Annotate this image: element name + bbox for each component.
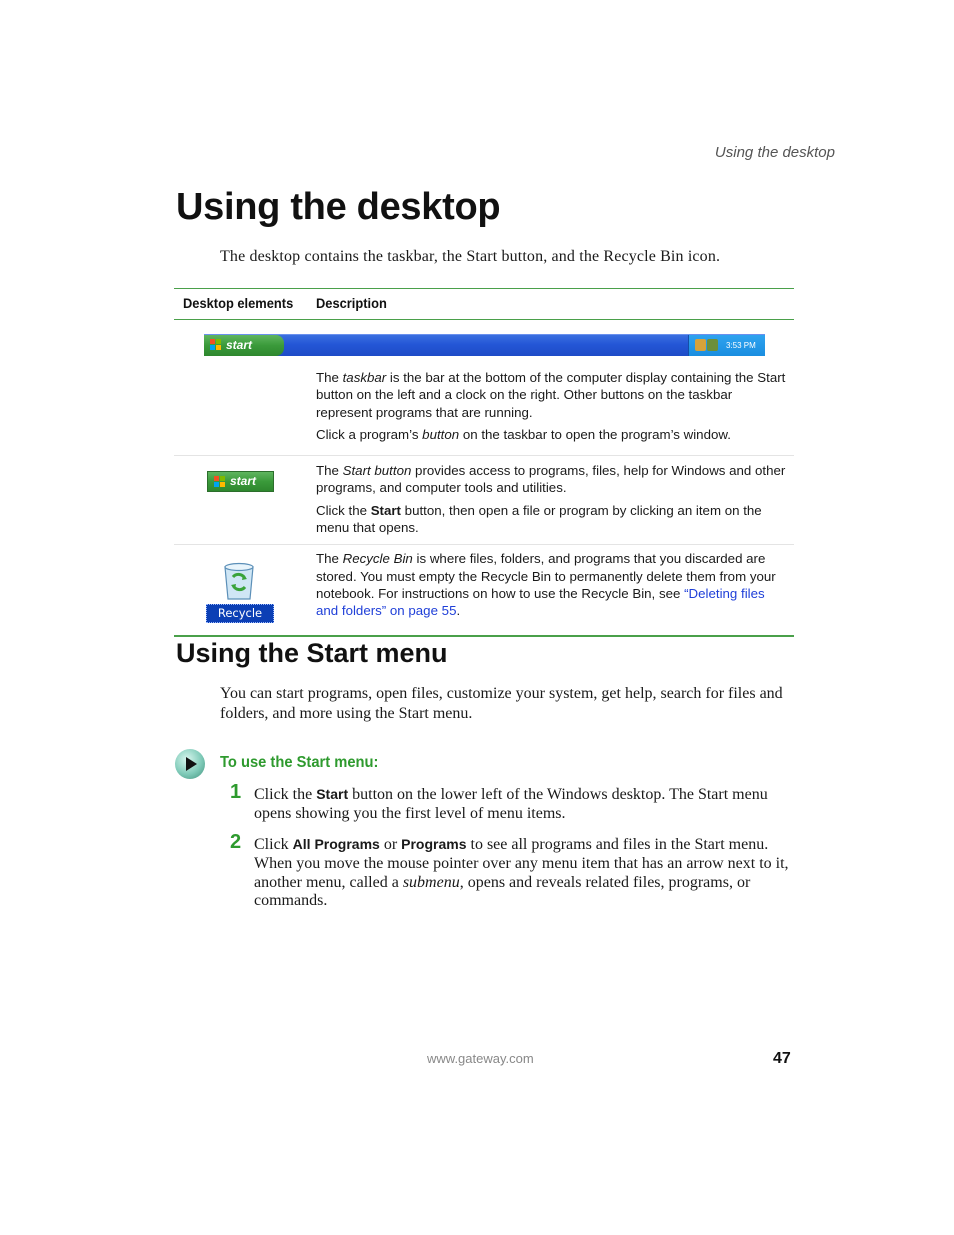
recycle-bin-label: Recycle Bin — [206, 604, 274, 623]
step-text: Click the Start button on the lower left of the Windows desktop. The Start menu opens showing you the first level of menu items. — [254, 786, 768, 822]
step-number: 1 — [230, 781, 242, 803]
start-button-image — [207, 471, 274, 492]
start-button-label: start — [230, 474, 257, 489]
step-text: Click All Programs or Programs to see all programs and files in the Start menu. When you move the mouse pointer over any menu item that has an arrow next to it, another menu, called a submenu, opens and reveals related files, programs, or commands. — [254, 836, 789, 910]
column-header-elements: Desktop elements — [183, 295, 294, 311]
recycle-bin-icon — [221, 561, 257, 601]
taskbar-image-row — [174, 320, 794, 366]
tray-network-icon — [707, 339, 718, 351]
step-number: 2 — [230, 831, 242, 853]
intro-paragraph: The desktop contains the taskbar, the Start button, and the Recycle Bin icon. — [220, 248, 721, 265]
table-row-recycle-bin — [174, 545, 794, 636]
procedure-title: To use the Start menu: — [220, 754, 379, 771]
procedure-arrow-icon — [175, 749, 205, 779]
footer-url: www.gateway.com — [427, 1051, 534, 1066]
running-header: Using the desktop — [714, 144, 835, 161]
start-button-description: The Start button provides access to programs, files, help for Windows and other programs, and computer tools and utilities. Click the Start button, then open a file or program by clicking an item on the menu that opens. — [316, 463, 786, 536]
windows-flag-icon — [210, 339, 222, 351]
section-title: Using the Start menu — [176, 638, 448, 668]
deleting-files-link[interactable]: “Deleting files and folders” on page 55 — [316, 585, 765, 619]
page-number: 47 — [773, 1050, 791, 1067]
section-paragraph: You can start programs, open files, customize your system, get help, search for files and folders, and more using the Start menu. — [220, 685, 783, 722]
taskbar-image — [204, 334, 765, 356]
windows-flag-icon — [214, 476, 226, 488]
taskbar-start-label: start — [226, 338, 253, 352]
recycle-bin-description: The Recycle Bin is where files, folders, and programs that you discarded are stored. You must empty the Recycle Bin to permanently delete them from your notebook. For instructions on how to use the Recycle Bin, see “Deleting files and folders” on page 55. — [316, 551, 776, 619]
desktop-elements-table — [174, 288, 794, 637]
tray-app-icon — [695, 339, 706, 351]
page-title: Using the desktop — [176, 186, 501, 228]
column-header-description: Description — [316, 295, 387, 311]
table-row-start-button — [174, 456, 794, 545]
taskbar-description: The taskbar is the bar at the bottom of the computer display containing the Start button on the left and a clock on the right. Other buttons on the taskbar represent programs that are running. Click a program’s button on the taskbar to open the program’s window. — [316, 370, 786, 442]
system-tray — [688, 335, 765, 356]
table-row-taskbar — [174, 366, 794, 456]
taskbar-clock: 3:53 PM — [726, 341, 756, 350]
recycle-bin-image — [206, 561, 274, 638]
table-header — [174, 288, 794, 320]
taskbar-start-button — [204, 335, 284, 356]
